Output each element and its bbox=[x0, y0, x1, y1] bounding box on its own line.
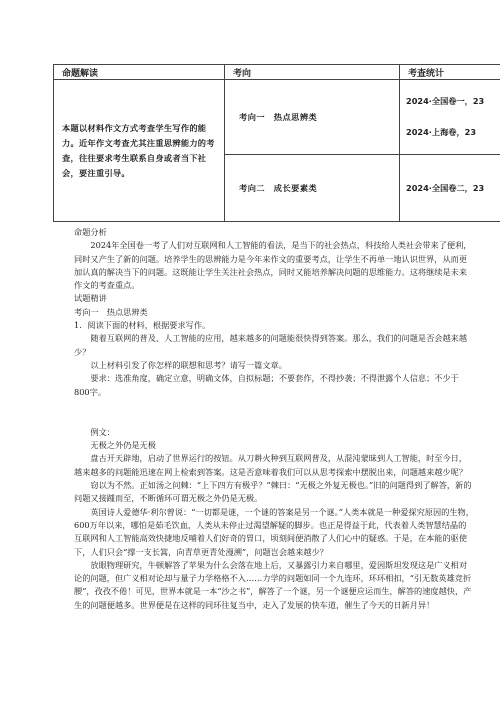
stats-cell-2: 2024·全国卷二，23 bbox=[400, 155, 500, 222]
prompt-text: 以上材料引发了你怎样的联想和思考？请写一篇文章。 bbox=[90, 359, 287, 370]
essay-paragraph-4: 放眼物理研究，牛顿解答了苹果为什么会落在地上后，又暴露引力来自哪里，爱因斯坦发现这是广义相对论的问题，但广义相对论却与量子力学格格不入……力学的问题如同一个九连环，环环相扣，“引无数英雄竞折腰”，孜孜不倦！可见，世界本就是一本“沙之书”，解答了一个谜，另一个谜便应运而生，解答的速度越快，产生的问题便越多。世界便是在这样的同环往复当中，走入了发展的快车道，催生了今天的日新月异！ bbox=[74, 559, 472, 610]
essay-paragraph-3: 英国诗人爱德华·利尔曾说：“一切都是谜，一个谜的答案是另一个谜。”人类本就是一种爱探究原因的生物，600万年以来，哪怕是茹毛饮血，人类从未停止过渴望解疑的脚步。也正是得益于此，代表着人类智慧结晶的互联网和人工智能高效快捷地反哺着人们好奇的胃口，顷刻间便消散了人们心中的疑惑。于是，在本能的驱使下，人们只会“撑一支长篙，向青草更青处漫溯”，问题岂会越来越少？ bbox=[74, 506, 474, 557]
direction1-title: 考向一 热点思辨类 bbox=[74, 306, 148, 317]
example-title: 例文： bbox=[90, 426, 115, 437]
essay-paragraph-2: 窃以为不然。正如汤之问棘：“上下四方有极乎？”棘曰：“无极之外复无极也。”旧的问题得到了解答，新的问题又接踵而至，不断循环可谓无极之外仍是无极。 bbox=[74, 480, 472, 504]
essay-title: 无极之外仍是无极 bbox=[90, 440, 156, 451]
table-header-row bbox=[54, 65, 500, 80]
header-direction: 考向 bbox=[225, 65, 400, 80]
stats-cell-1: 2024·全国卷一，23 2024·上海卷，23 bbox=[400, 80, 500, 155]
spacer bbox=[74, 399, 474, 426]
exam-table bbox=[53, 64, 500, 222]
table-row bbox=[54, 80, 500, 155]
practice-title: 试题精讲 bbox=[74, 293, 107, 304]
essay-paragraph-1: 盘古开天辟地，启动了世界运行的按钮。从刀耕火种到互联网普及，从混沌蒙昧到人工智能，时至今日，越来越多的问题能迅速在网上检索到答案。这是否意味着我们可以从思考探索中摆脱出来，问题越来越少呢？ bbox=[74, 453, 468, 477]
requirements-text: 要求：选准角度，确定立意，明确文体，自拟标题；不要套作，不得抄袭；不得泄露个人信息；不少于800字。 bbox=[74, 373, 459, 397]
material-text: 随着互联网的普及、人工智能的应用，越来越多的问题能很快得到答案。那么，我们的问题是否会越来越少？ bbox=[74, 333, 468, 357]
document-body bbox=[74, 226, 474, 612]
analysis-text: 2024年全国卷一考了人们对互联网和人工智能的看法，是当下的社会热点，科技给人类社会带来了便利，同时又产生了新的问题。培养学生的思辨能力是今年来作文的重要考点，让学生不再单一地认识世界，从而更加认真的解决当下的问题。这既能让学生关注社会热点，同时又能培养解决问题的思维能力。这将继续是未来作文的考查重点。 bbox=[74, 240, 472, 291]
interpretation-cell: 本题以材料作文方式考查学生写作的能力。近年作文考查尤其注重思辨能力的考查，往往要求考生联系自身或者当下社会，要注重引导。 bbox=[54, 80, 225, 222]
header-interpretation: 命题解读 bbox=[54, 65, 225, 80]
analysis-title: 命题分析 bbox=[74, 227, 107, 237]
task-intro: 1．阅读下面的材料，根据要求写作。 bbox=[74, 320, 211, 331]
direction-cell-2: 考向二 成长要素类 bbox=[225, 155, 400, 222]
direction-cell-1: 考向一 热点思辨类 bbox=[225, 80, 400, 155]
header-statistics: 考查统计 bbox=[400, 65, 500, 80]
